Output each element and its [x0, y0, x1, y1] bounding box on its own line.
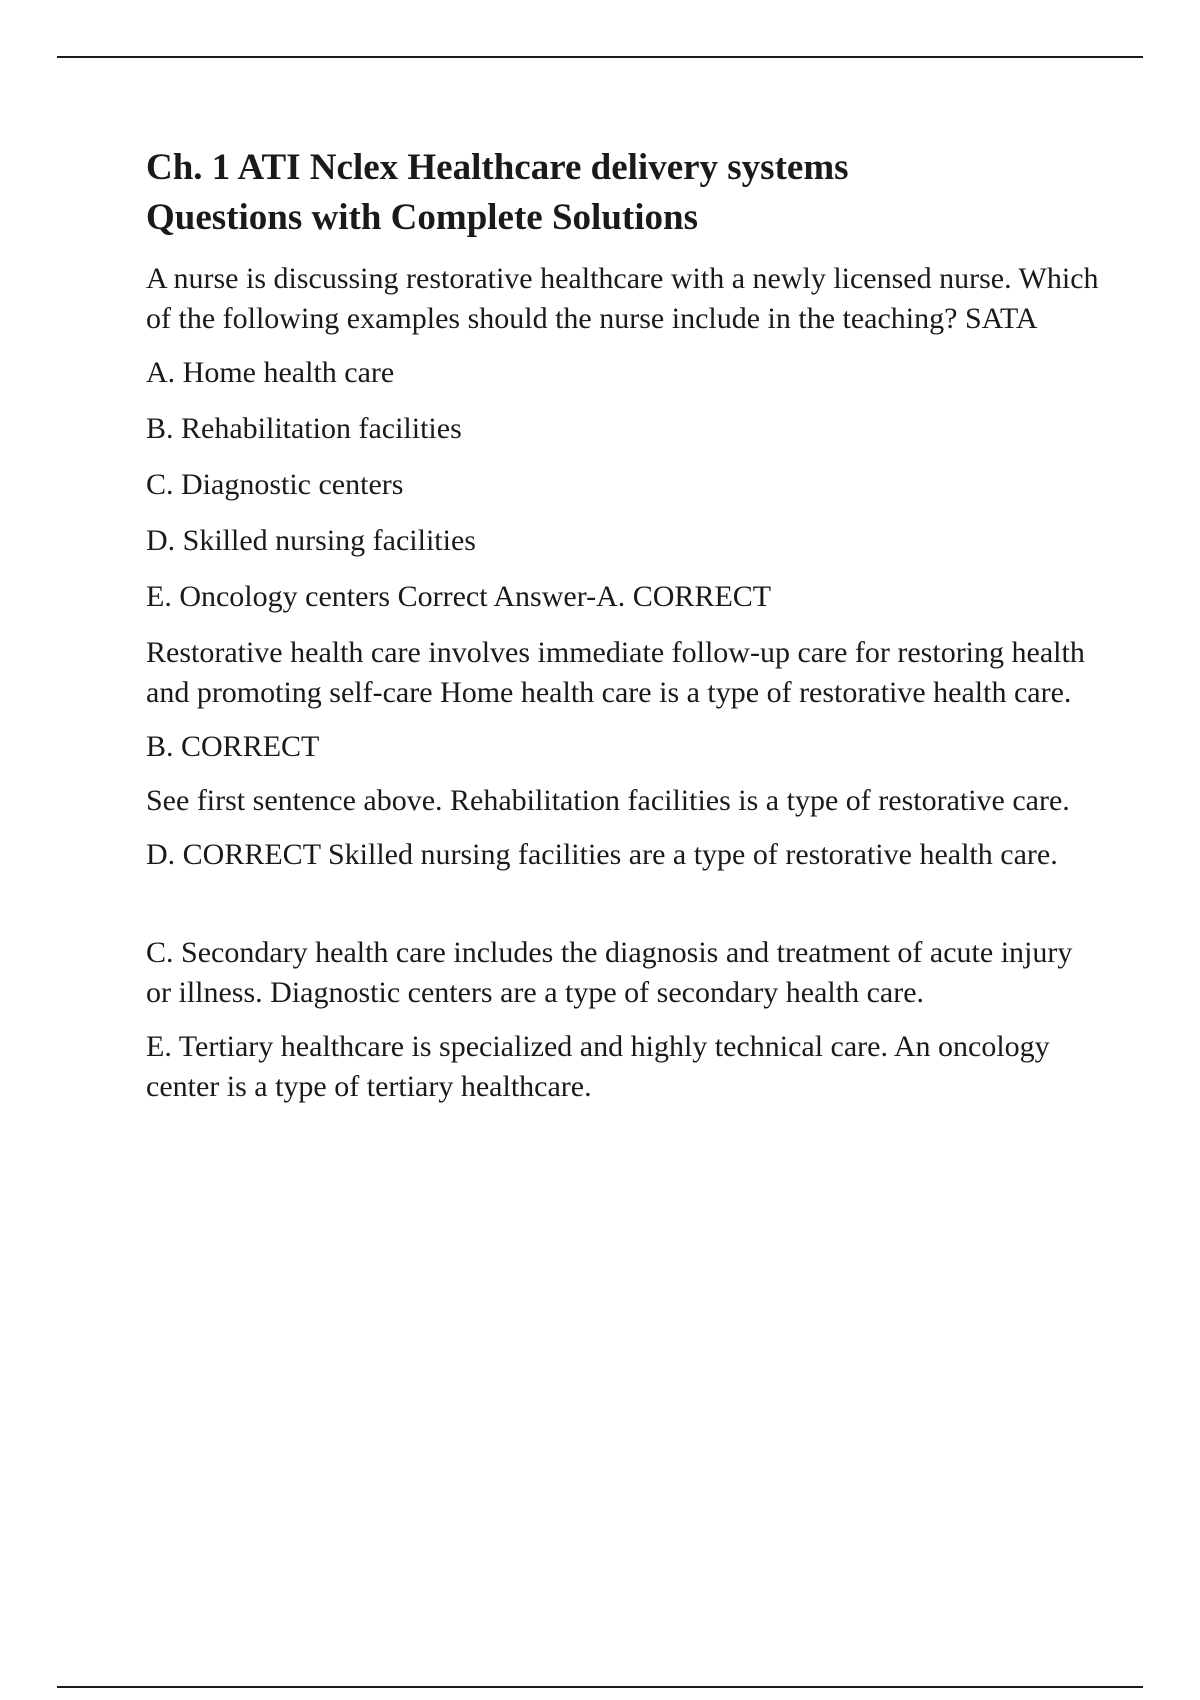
option-d: D. Skilled nursing facilities [146, 524, 476, 557]
title-line-1: Ch. 1 ATI Nclex Healthcare delivery systems [146, 147, 849, 188]
top-divider [57, 56, 1143, 58]
explanation-c-secondary: C. Secondary health care includes the diagnosis and treatment of acute injury or illness. Diagnostic centers are a type of secondary health care. [146, 936, 1073, 1009]
explanation-rehabilitation: See first sentence above. Rehabilitation facilities is a type of restorative care. [146, 784, 1070, 817]
bottom-divider [57, 1686, 1143, 1688]
document-title [146, 143, 1101, 243]
option-a: A. Home health care [146, 356, 395, 389]
explanation-restorative: Restorative health care involves immediate follow-up care for restoring health and promoting self-care Home health care is a type of restorative health care. [146, 636, 1085, 709]
document-body [146, 143, 1101, 1121]
question-text: A nurse is discussing restorative healthcare with a newly licensed nurse. Which of the following examples should the nurse include in the teaching? SATA [146, 262, 1099, 335]
explanation-d-correct: D. CORRECT Skilled nursing facilities are a type of restorative health care. [146, 838, 1058, 871]
option-b: B. Rehabilitation facilities [146, 412, 462, 445]
title-line-2: Questions with Complete Solutions [146, 197, 698, 238]
explanation-e-tertiary: E. Tertiary healthcare is specialized and highly technical care. An oncology center is a type of tertiary healthcare. [146, 1030, 1050, 1103]
option-c: C. Diagnostic centers [146, 468, 404, 501]
explanation-b-correct: B. CORRECT [146, 730, 320, 763]
option-e-with-answer: E. Oncology centers Correct Answer-A. CORRECT [146, 580, 772, 613]
